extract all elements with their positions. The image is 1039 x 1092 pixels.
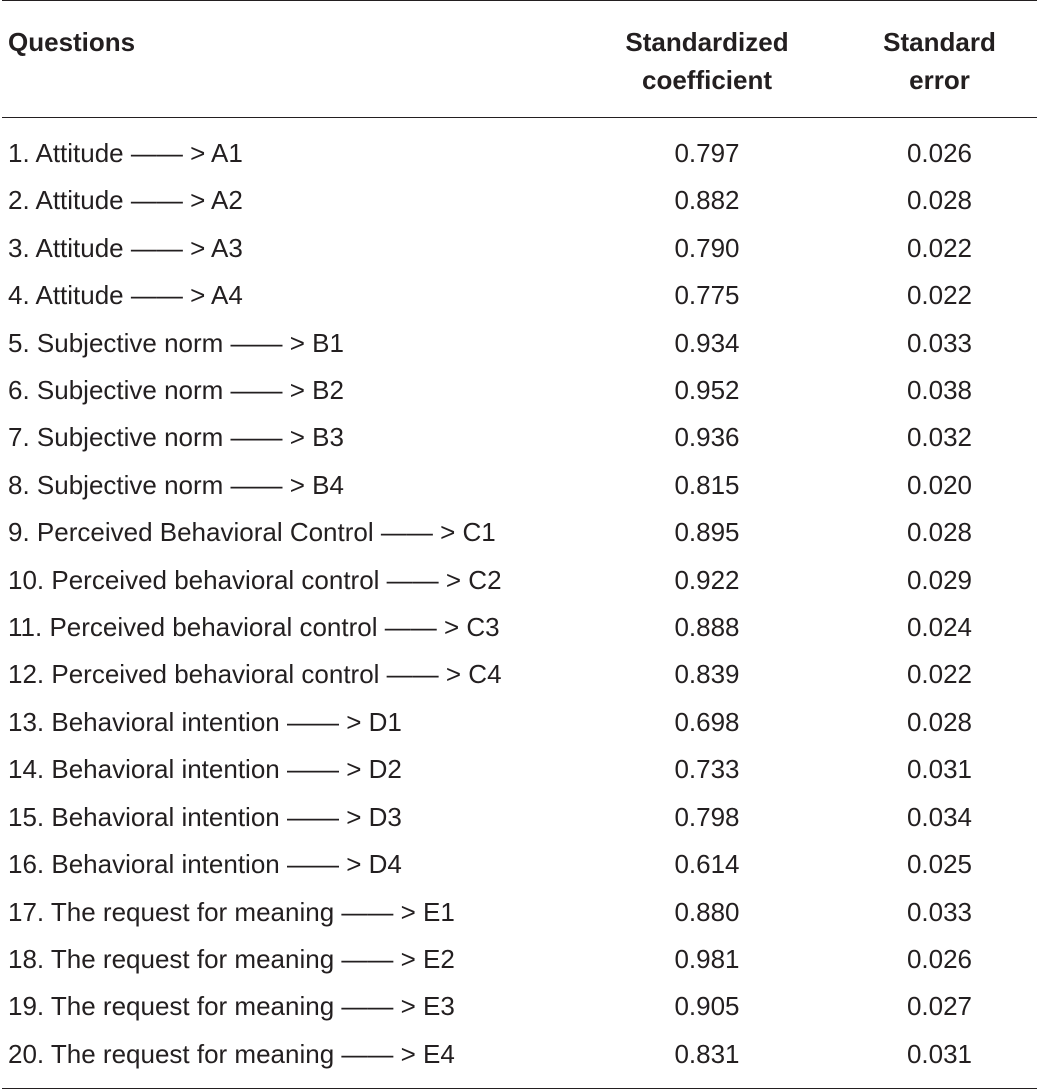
standard-error-cell: 0.033: [906, 896, 973, 927]
question-cell: 14. Behavioral intention —— > D2: [8, 754, 402, 785]
question-cell: 5. Subjective norm —— > B1: [8, 327, 344, 358]
standard-error-cell: 0.028: [906, 517, 973, 548]
header-se-line2: error: [909, 65, 970, 95]
standard-error-cell: 0.029: [906, 564, 973, 595]
standard-error-cell: 0.032: [906, 422, 973, 453]
table-row: [2, 936, 1037, 983]
standardized-coefficient-cell: 0.934: [674, 327, 740, 358]
table-row: [2, 225, 1037, 272]
standard-error-cell: 0.022: [906, 659, 973, 690]
question-cell: 7. Subjective norm —— > B3: [8, 422, 344, 453]
table-row: [2, 272, 1037, 319]
standardized-coefficient-cell: 0.880: [674, 896, 740, 927]
table-row: [2, 320, 1037, 367]
question-cell: 15. Behavioral intention —— > D3: [8, 801, 402, 832]
results-table: [2, 0, 1037, 1089]
standardized-coefficient-cell: 0.698: [674, 706, 740, 737]
question-cell: 18. The request for meaning —— > E2: [8, 943, 455, 974]
table-row: [2, 367, 1037, 414]
standardized-coefficient-cell: 0.614: [674, 849, 740, 880]
standardized-coefficient-cell: 0.798: [674, 801, 740, 832]
question-cell: 4. Attitude —— > A4: [8, 280, 243, 311]
table-row: [2, 462, 1037, 509]
table-row: [2, 414, 1037, 461]
standardized-coefficient-cell: 0.952: [674, 375, 740, 406]
table-row: [2, 509, 1037, 556]
question-cell: 2. Attitude —— > A2: [8, 185, 243, 216]
question-cell: 10. Perceived behavioral control —— > C2: [8, 564, 502, 595]
table-row: [2, 557, 1037, 604]
table-row: [2, 983, 1037, 1030]
question-cell: 16. Behavioral intention —— > D4: [8, 849, 402, 880]
question-cell: 20. The request for meaning —— > E4: [8, 1038, 455, 1069]
table-row: [2, 794, 1037, 841]
results-table-container: [2, 0, 1037, 1089]
standardized-coefficient-cell: 0.905: [674, 991, 740, 1022]
standard-error-cell: 0.026: [906, 138, 973, 168]
table-row: [2, 699, 1037, 746]
question-cell: 6. Subjective norm —— > B2: [8, 375, 344, 406]
standard-error-cell: 0.022: [906, 232, 973, 263]
standard-error-cell: 0.020: [906, 469, 973, 500]
table-row: [2, 651, 1037, 698]
standardized-coefficient-cell: 0.790: [674, 232, 740, 263]
question-cell: 17. The request for meaning —— > E1: [8, 896, 455, 927]
header-coef-line2: coefficient: [641, 65, 773, 95]
table-row: [2, 889, 1037, 936]
standardized-coefficient-cell: 0.936: [674, 422, 740, 453]
header-questions: Questions: [8, 27, 136, 57]
standard-error-cell: 0.031: [906, 1038, 973, 1069]
standard-error-cell: 0.027: [906, 991, 973, 1022]
question-cell: 8. Subjective norm —— > B4: [8, 469, 344, 500]
standardized-coefficient-cell: 0.888: [674, 612, 740, 643]
question-cell: 11. Perceived behavioral control —— > C3: [8, 612, 500, 643]
standardized-coefficient-cell: 0.733: [674, 754, 740, 785]
table-row: [2, 177, 1037, 224]
table-row: [2, 1031, 1037, 1089]
standardized-coefficient-cell: 0.815: [674, 469, 740, 500]
header-se-line1: Standard: [883, 27, 996, 57]
header-coef-line1: Standardized: [625, 27, 789, 57]
table-row: [2, 118, 1037, 178]
table-row: [2, 746, 1037, 793]
standardized-coefficient-cell: 0.981: [674, 943, 740, 974]
header-standard-error: [842, 1, 1037, 118]
table-body: [2, 118, 1037, 1089]
standardized-coefficient-cell: 0.775: [674, 280, 740, 311]
table-header: [2, 1, 1037, 118]
header-standardized-coefficient: [572, 1, 842, 118]
table-row: [2, 841, 1037, 888]
standard-error-cell: 0.033: [906, 327, 973, 358]
question-cell: 19. The request for meaning —— > E3: [8, 991, 455, 1022]
standard-error-cell: 0.025: [906, 849, 973, 880]
standard-error-cell: 0.038: [906, 375, 973, 406]
standard-error-cell: 0.031: [906, 754, 973, 785]
question-cell: 3. Attitude —— > A3: [8, 232, 243, 263]
question-cell: 1. Attitude —— > A1: [8, 138, 243, 168]
standardized-coefficient-cell: 0.922: [674, 564, 740, 595]
standard-error-cell: 0.028: [906, 706, 973, 737]
standard-error-cell: 0.022: [906, 280, 973, 311]
header-row: [2, 1, 1037, 118]
question-cell: 13. Behavioral intention —— > D1: [8, 706, 402, 737]
standard-error-cell: 0.026: [906, 943, 973, 974]
standard-error-cell: 0.024: [906, 612, 973, 643]
standardized-coefficient-cell: 0.895: [674, 517, 740, 548]
standard-error-cell: 0.034: [906, 801, 973, 832]
question-cell: 9. Perceived Behavioral Control —— > C1: [8, 517, 496, 548]
standard-error-cell: 0.028: [906, 185, 973, 216]
standardized-coefficient-cell: 0.839: [674, 659, 740, 690]
standardized-coefficient-cell: 0.831: [674, 1038, 740, 1069]
question-cell: 12. Perceived behavioral control —— > C4: [8, 659, 502, 690]
standardized-coefficient-cell: 0.797: [674, 138, 740, 168]
standardized-coefficient-cell: 0.882: [674, 185, 740, 216]
table-row: [2, 604, 1037, 651]
